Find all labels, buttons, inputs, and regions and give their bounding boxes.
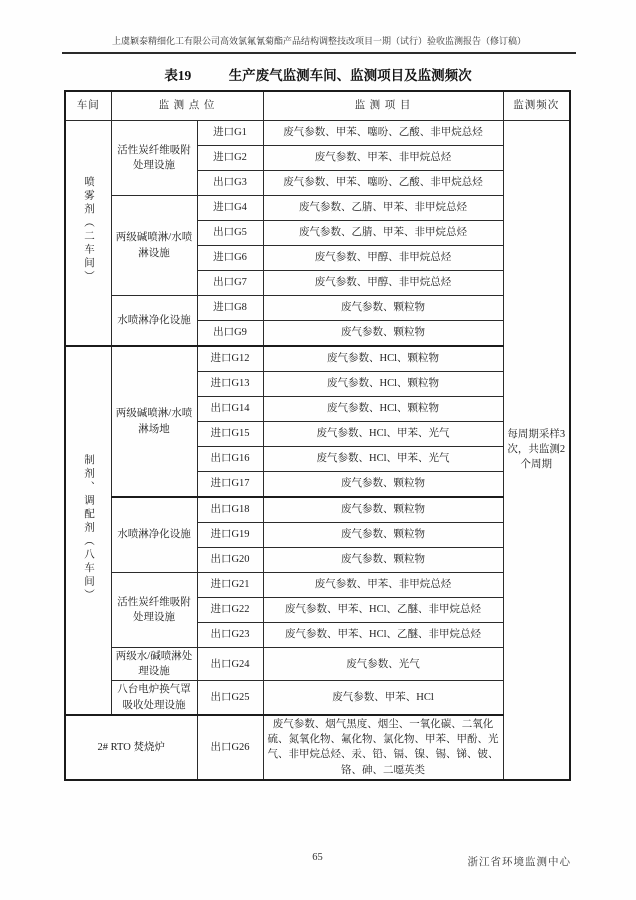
point-cell: 进口G12	[197, 346, 263, 372]
items-cell: 废气参数、HCl、甲苯、光气	[263, 422, 503, 447]
point-cell: 进口G22	[197, 598, 263, 623]
point-cell: 出口G23	[197, 623, 263, 648]
facility-cell: 活性炭纤维吸附处理设施	[111, 573, 197, 648]
point-cell: 出口G24	[197, 648, 263, 681]
items-cell: 废气参数、甲醇、非甲烷总烃	[263, 246, 503, 271]
point-cell: 进口G2	[197, 146, 263, 171]
table-row	[65, 346, 570, 372]
items-cell: 废气参数、甲苯、噻吩、乙酸、非甲烷总烃	[263, 171, 503, 196]
point-cell: 出口G9	[197, 321, 263, 347]
facility-cell: 两级水/碱喷淋处理设施	[111, 648, 197, 681]
header-title: 上虞颖泰精细化工有限公司高效氯氟氰菊酯产品结构调整技改项目一期（试行）验收监测报告（修订稿）	[111, 36, 526, 46]
point-cell: 进口G4	[197, 196, 263, 221]
table-row	[65, 648, 570, 681]
facility-cell: 八台电炉换气罩吸收处理设施	[111, 681, 197, 715]
items-cell: 废气参数、乙腈、甲苯、非甲烷总烃	[263, 196, 503, 221]
point-cell: 出口G16	[197, 447, 263, 472]
document-header	[62, 34, 576, 54]
column-header: 监 测 项 目	[263, 91, 503, 121]
table-label: 表19	[164, 68, 192, 83]
items-cell: 废气参数、颗粒物	[263, 321, 503, 347]
facility-cell: 活性炭纤维吸附处理设施	[111, 121, 197, 196]
items-cell: 废气参数、甲苯、非甲烷总烃	[263, 573, 503, 598]
table-body	[65, 121, 570, 780]
workshop-label: 制剂、调配剂（八车间）	[83, 453, 95, 603]
facility-cell: 两级碱喷淋/水喷淋设施	[111, 196, 197, 296]
table-row	[65, 715, 570, 780]
items-cell: 废气参数、甲苯、HCl、乙醚、非甲烷总烃	[263, 598, 503, 623]
table-row	[65, 196, 570, 221]
point-cell: 出口G20	[197, 548, 263, 573]
facility-cell: 两级碱喷淋/水喷淋场地	[111, 346, 197, 497]
workshop-cell: 2# RTO 焚烧炉	[65, 715, 197, 780]
frequency-cell: 每周期采样3次，共监测2个周期	[503, 121, 570, 780]
items-cell: 废气参数、乙腈、甲苯、非甲烷总烃	[263, 221, 503, 246]
point-cell: 进口G6	[197, 246, 263, 271]
point-cell: 出口G26	[197, 715, 263, 780]
items-cell: 废气参数、甲苯、HCl、乙醚、非甲烷总烃	[263, 623, 503, 648]
table-title: 生产废气监测车间、监测项目及监测频次	[228, 68, 472, 83]
point-cell: 出口G25	[197, 681, 263, 715]
point-cell: 出口G5	[197, 221, 263, 246]
facility-cell: 水喷淋净化设施	[111, 296, 197, 347]
table-row	[65, 296, 570, 321]
items-cell: 废气参数、烟气黑度、烟尘、一氧化碳、二氧化硫、氮氧化物、氟化物、氯化物、甲苯、甲酚、光气、非甲烷总烃、汞、铅、镉、镍、锡、锑、铍、铬、砷、二噁英类	[263, 715, 503, 780]
point-cell: 进口G21	[197, 573, 263, 598]
monitoring-table	[64, 90, 571, 781]
workshop-label: 喷雾剂（二车间）	[83, 176, 95, 285]
items-cell: 废气参数、颗粒物	[263, 472, 503, 498]
point-cell: 出口G7	[197, 271, 263, 296]
point-cell: 进口G1	[197, 121, 263, 146]
point-cell: 进口G15	[197, 422, 263, 447]
items-cell: 废气参数、颗粒物	[263, 523, 503, 548]
workshop-cell	[65, 121, 111, 347]
items-cell: 废气参数、HCl、颗粒物	[263, 372, 503, 397]
column-header: 监 测 点 位	[111, 91, 263, 121]
table-caption	[0, 64, 636, 84]
items-cell: 废气参数、颗粒物	[263, 497, 503, 523]
table-row	[65, 121, 570, 146]
items-cell: 废气参数、甲苯、噻吩、乙酸、非甲烷总烃	[263, 121, 503, 146]
page-number: 65	[312, 852, 323, 863]
workshop-cell	[65, 346, 111, 715]
point-cell: 出口G14	[197, 397, 263, 422]
point-cell: 进口G8	[197, 296, 263, 321]
table-header-row	[65, 91, 570, 121]
items-cell: 废气参数、甲醇、非甲烷总烃	[263, 271, 503, 296]
table-row	[65, 497, 570, 523]
items-cell: 废气参数、甲苯、非甲烷总烃	[263, 146, 503, 171]
items-cell: 废气参数、颗粒物	[263, 296, 503, 321]
point-cell: 出口G18	[197, 497, 263, 523]
items-cell: 废气参数、颗粒物	[263, 548, 503, 573]
table-row	[65, 681, 570, 715]
point-cell: 进口G13	[197, 372, 263, 397]
footer-org: 浙江省环境监测中心	[467, 857, 571, 868]
column-header: 车间	[65, 91, 111, 121]
point-cell: 进口G17	[197, 472, 263, 498]
items-cell: 废气参数、HCl、甲苯、光气	[263, 447, 503, 472]
items-cell: 废气参数、HCl、颗粒物	[263, 346, 503, 372]
table-row	[65, 573, 570, 598]
point-cell: 进口G19	[197, 523, 263, 548]
items-cell: 废气参数、光气	[263, 648, 503, 681]
items-cell: 废气参数、HCl、颗粒物	[263, 397, 503, 422]
facility-cell: 水喷淋净化设施	[111, 497, 197, 573]
column-header: 监测频次	[503, 91, 570, 121]
items-cell: 废气参数、甲苯、HCl	[263, 681, 503, 715]
point-cell: 出口G3	[197, 171, 263, 196]
